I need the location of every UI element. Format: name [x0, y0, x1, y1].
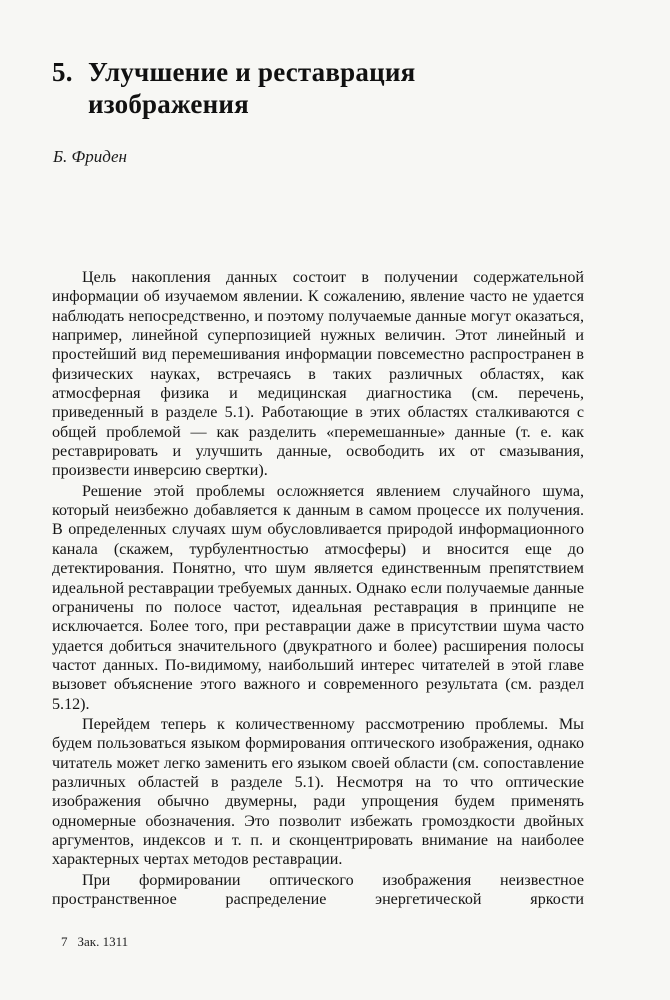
page-footer — [61, 934, 128, 950]
signature-number: 7 — [61, 934, 68, 949]
print-order-note: Зак. 1311 — [77, 934, 129, 949]
paragraph-2: Решение этой проблемы осложняется явлением случайного шума, который неизбежно добавляется к данным в самом процессе их получения. В определенных случаях шум обусловливается природой информационного канала (скажем, турбулентностью атмосферы) и вносится еще до детектирования. Понятно, что шум является единственным препятствием идеальной реставрации требуемых данных. Однако если получаемые данные ограничены по полосе частот, идеальная реставрация в принципе не исключается. Более того, при реставрации даже в присутствии шума часто удается добиться значительного (двукратного и более) расширения полосы частот данных. По-видимому, наибольший интерес читателей в этой главе вызовет объяснение этого важного и современного результата (см. раздел 5.12). — [52, 482, 584, 713]
paragraph-1: Цель накопления данных состоит в получении содержательной информации об изучаемом явлении. К сожалению, явление часто не удается наблюдать непосредственно, и поэтому получаемые данные могут оказаться, например, линейной суперпозицией нужных величин. Этот линейный и простейший вид перемешивания информации повсеместно распространен в физических науках, встречаясь в таких различных областях, как атмосферная физика и медицинская диагностика (см. перечень, приведенный в разделе 5.1). Работающие в этих областях сталкиваются с общей проблемой — как разделить «перемешанные» данные (т. е. как реставрировать и улучшить данные, освободить их от смазывания, произвести инверсию свертки). — [52, 269, 584, 480]
paragraph-4: При формировании оптического изображения неизвестное пространственное распределение энергетической яркости — [52, 871, 584, 908]
paragraph-3: Перейдем теперь к количественному рассмотрению проблемы. Мы будем пользоваться языком формирования оптического изображения, однако читатель может легко заменить его языком своей области (см. сопоставление различных областей в разделе 5.1). Несмотря на то что оптические изображения обычно двумерны, ради упрощения будем применять одномерные обозначения. Это позволит избежать громоздкости двойных аргументов, индексов и т. п. и сконцентрировать внимание на наиболее характерных чертах методов реставрации. — [52, 715, 584, 869]
chapter-title — [52, 56, 612, 120]
chapter-title-line2: изображения — [88, 89, 249, 119]
body-text — [52, 268, 584, 909]
author-name: Б. Фриден — [53, 147, 127, 166]
chapter-title-line1: Улучшение и реставрация — [88, 57, 416, 87]
chapter-number: 5. — [52, 57, 73, 87]
